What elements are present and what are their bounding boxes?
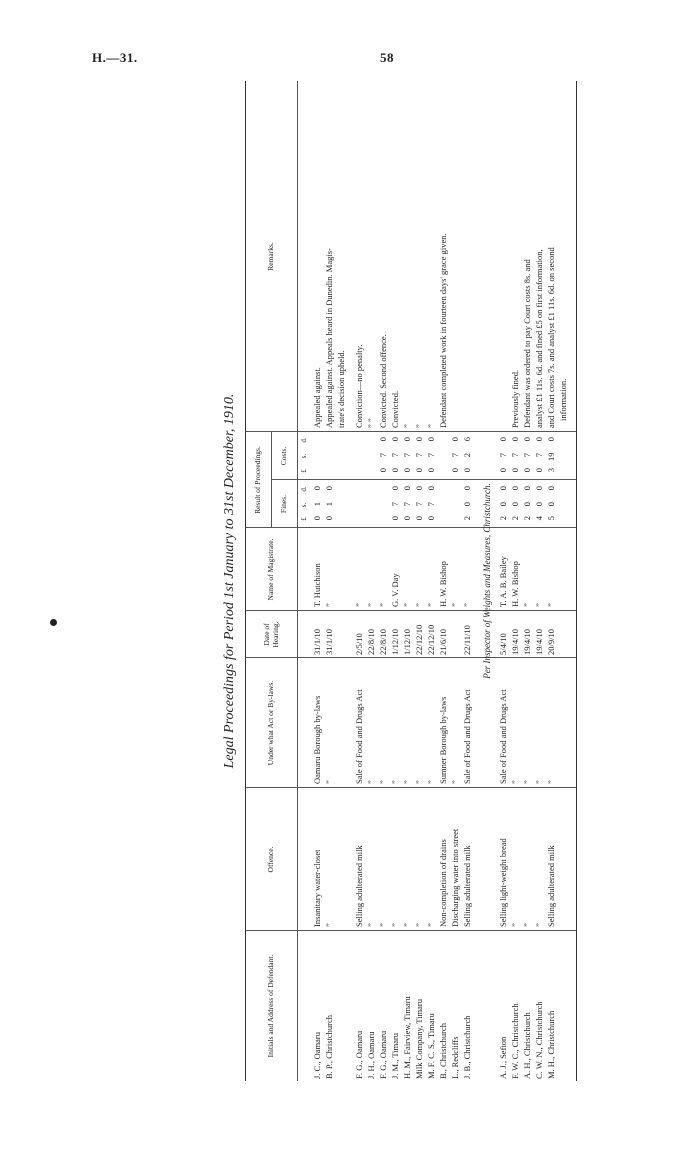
header-defendant: Initials and Address of Defendant. (246, 931, 298, 1081)
cell-cost: 19 (546, 452, 556, 461)
cell-act: Oamaru Borough by-laws (312, 695, 322, 784)
cell-fine: 0 (522, 486, 532, 491)
cell-date: 5/4/10 (498, 633, 508, 655)
cell-cost: 0 (426, 468, 436, 473)
cell-fine: 0 (510, 502, 520, 507)
header-fines: Fines. (272, 480, 298, 528)
cell-cost: 0 (522, 468, 532, 473)
section-title-weights-measures: Per Inspector of Weights and Measures, Christchurch. (482, 483, 492, 679)
cell-remarks: Convicted. (390, 390, 400, 428)
table-row (510, 81, 521, 1081)
cell-magistrate: ” (546, 603, 556, 607)
unit-label: £ (300, 517, 308, 521)
cell-offence: ” (534, 923, 544, 927)
cell-offence: Selling adulterated milk (354, 845, 364, 927)
cell-offence: ” (390, 923, 400, 927)
cell-remarks: Convicted. Second offence. (378, 334, 388, 428)
unit-label: £ (300, 469, 308, 473)
cell-fine: 0 (546, 502, 556, 507)
cell-magistrate: ” (402, 603, 412, 607)
cell-cost: 0 (390, 468, 400, 473)
cell-cost: 0 (546, 437, 556, 442)
cell-cost: 0 (450, 468, 460, 473)
cell-fine: 0 (312, 516, 322, 521)
unit-label: s. (300, 502, 308, 508)
table-frame (245, 81, 577, 1081)
cell-fine: 0 (462, 486, 472, 491)
cell-fine: 2 (498, 516, 508, 521)
cell-act: ” (510, 780, 520, 784)
cell-act: Sale of Food and Drugs Act (462, 689, 472, 784)
cell-fine: 7 (402, 502, 412, 507)
cell-cost: 7 (534, 453, 544, 458)
cell-cost: 2 (462, 453, 472, 458)
unit-label: d. (300, 486, 308, 492)
cell-defendant: C. W. N., Christchurch (534, 1001, 544, 1079)
cell-fine: 7 (426, 502, 436, 507)
table-row (534, 81, 545, 1081)
cell-date: 22/8/10 (366, 629, 376, 655)
cell-defendant: F. G., Oamaru (378, 1030, 388, 1079)
cell-fine: 5 (546, 516, 556, 521)
cell-defendant: A. H., Christchurch (522, 1012, 532, 1079)
cell-act: Sale of Food and Drugs Act (354, 689, 364, 784)
table-row (354, 81, 365, 1081)
cell-magistrate: ” (450, 603, 460, 607)
cell-fine: 0 (510, 486, 520, 491)
cell-offence: ” (366, 923, 376, 927)
cell-cost: 7 (402, 453, 412, 458)
cell-defendant: M. H., Christchurch (546, 1010, 556, 1079)
cell-cost: 0 (378, 468, 388, 473)
cell-remarks: ” (402, 424, 412, 428)
cell-date: 1/12/10 (390, 629, 400, 655)
cell-cost: 7 (498, 453, 508, 458)
cell-date: 31/1/10 (324, 629, 334, 655)
cell-offence: Discharging water into street (450, 828, 460, 927)
cell-magistrate: H. W. Bishop (438, 561, 448, 607)
ink-speck (50, 619, 57, 626)
cell-fine: 0 (324, 516, 334, 521)
page-number: 58 (380, 50, 394, 65)
cell-cost: 0 (402, 437, 412, 442)
cell-offence: Selling light-weight bread (498, 838, 508, 927)
cell-offence: ” (324, 923, 334, 927)
cell-defendant: F. G., Oamaru (354, 1030, 364, 1079)
cell-offence: Selling adulterated milk (546, 845, 556, 927)
cell-cost: 7 (378, 453, 388, 458)
cell-magistrate: ” (534, 603, 544, 607)
cell-offence: ” (510, 923, 520, 927)
cell-defendant: J. C., Oamaru (312, 1032, 322, 1079)
cell-defendant: B., Christchurch (438, 1023, 448, 1079)
table-row (462, 81, 473, 1081)
cell-offence: ” (426, 923, 436, 927)
table-row (498, 81, 509, 1081)
cell-act: ” (366, 780, 376, 784)
cell-fine: 0 (426, 516, 436, 521)
cell-remarks: Defendant completed work in fourteen days' grace given. (438, 233, 448, 428)
cell-cost: 0 (378, 437, 388, 442)
cell-cost: 7 (390, 453, 400, 458)
cell-defendant: Milk Company, Timaru (414, 999, 424, 1079)
cell-fine: 2 (522, 516, 532, 521)
cell-act: ” (534, 780, 544, 784)
cell-offence: Insanitary water-closet (312, 849, 322, 927)
page-reference: H.—31. (92, 50, 138, 65)
table-row (438, 81, 449, 1081)
cell-date: 22/12/10 (414, 624, 424, 655)
cell-offence: ” (414, 923, 424, 927)
unit-label: d. (300, 437, 308, 443)
table-row (336, 81, 347, 1081)
table-row (522, 81, 533, 1081)
cell-remarks: ” ” (366, 418, 376, 428)
cell-defendant: H. M., Fairview, Timaru (402, 996, 412, 1079)
table-row (402, 81, 413, 1081)
remarks-continuation: information. (558, 378, 568, 421)
cell-date: 22/11/10 (462, 625, 472, 655)
cell-remarks: Appealed against. (312, 367, 322, 428)
cell-magistrate: T. Hutchison (312, 563, 322, 607)
header-act: Under what Act or By-laws. (246, 658, 298, 788)
cell-offence: Non-completion of drains (438, 839, 448, 927)
cell-remarks: Defendant was ordered to pay Court costs 8s. and (522, 259, 532, 428)
cell-act: ” (414, 780, 424, 784)
cell-cost: 0 (462, 468, 472, 473)
cell-magistrate: ” (354, 603, 364, 607)
cell-cost: 0 (414, 468, 424, 473)
cell-remarks: Appealed against. Appeals heard in Dunedin. Magis- (324, 248, 334, 428)
cell-cost: 0 (414, 437, 424, 442)
cell-act: ” (402, 780, 412, 784)
cell-date: 31/1/10 (312, 629, 322, 655)
cell-fine: 1 (312, 502, 322, 507)
cell-date: 21/6/10 (438, 629, 448, 655)
cell-fine: 2 (462, 516, 472, 521)
cell-act: ” (390, 780, 400, 784)
cell-fine: 0 (498, 486, 508, 491)
cell-defendant: B. P., Christchurch (324, 1015, 334, 1079)
cell-fine: 4 (534, 516, 544, 521)
cell-act: ” (522, 780, 532, 784)
cell-fine: 0 (390, 516, 400, 521)
cell-magistrate: ” (426, 603, 436, 607)
cell-cost: 0 (510, 437, 520, 442)
header-costs: Costs. (272, 432, 298, 480)
cell-cost: 3 (546, 468, 556, 473)
cell-remarks: Previously fined. (510, 369, 520, 428)
cell-date: 19/4/10 (510, 629, 520, 655)
cell-defendant: J. H., Oamaru (366, 1031, 376, 1079)
table-caption: Legal Proceedings for Period 1st January to 31st December, 1910. (222, 393, 237, 769)
cell-act: ” (450, 780, 460, 784)
cell-cost: 7 (522, 453, 532, 458)
cell-magistrate: H. W. Bishop (510, 561, 520, 607)
cell-fine: 0 (312, 486, 322, 491)
cell-cost: 7 (426, 453, 436, 458)
cell-defendant: M. F. C. S., Timaru (426, 1013, 436, 1079)
cell-cost: 0 (498, 437, 508, 442)
cell-date: 22/8/10 (378, 629, 388, 655)
cell-defendant: F. W. C., Christchurch (510, 1003, 520, 1079)
table-row (378, 81, 389, 1081)
cell-cost: 0 (402, 468, 412, 473)
cell-defendant: A. J., Sefton (498, 1036, 508, 1079)
header-date: Date of Hearing. (246, 611, 298, 658)
cell-defendant: J. B., Christchurch (462, 1015, 472, 1079)
table-row (390, 81, 401, 1081)
cell-offence: ” (522, 923, 532, 927)
cell-offence: Selling adulterated milk (462, 845, 472, 927)
cell-fine: 0 (402, 486, 412, 491)
cell-act: Sumner Borough by-laws (438, 696, 448, 784)
legal-proceedings-table (215, 81, 575, 1081)
cell-offence: ” (378, 923, 388, 927)
cell-magistrate: ” (324, 603, 334, 607)
cell-fine: 0 (324, 486, 334, 491)
cell-act: ” (546, 780, 556, 784)
cell-remarks: and Court costs 7s. and analyst £1 11s. 6d. on second (546, 247, 556, 428)
cell-fine: 0 (498, 502, 508, 507)
cell-cost: 7 (510, 453, 520, 458)
cell-date: 1/12/10 (402, 629, 412, 655)
cell-act: ” (426, 780, 436, 784)
cell-cost: 0 (534, 437, 544, 442)
cell-fine: 0 (522, 502, 532, 507)
cell-fine: 7 (390, 502, 400, 507)
cell-fine: 0 (534, 502, 544, 507)
cell-date: 2/5/10 (354, 633, 364, 655)
cell-cost: 7 (414, 453, 424, 458)
cell-cost: 0 (498, 468, 508, 473)
table-row (414, 81, 425, 1081)
cell-magistrate: ” (462, 603, 472, 607)
cell-cost: 7 (450, 453, 460, 458)
cell-magistrate: G. V. Day (390, 573, 400, 607)
cell-date: 22/12/10 (426, 624, 436, 655)
cell-fine: 0 (426, 486, 436, 491)
table-row (450, 81, 461, 1081)
cell-fine: 0 (414, 486, 424, 491)
cell-fine: 1 (324, 502, 334, 507)
cell-date: 19/4/10 (534, 629, 544, 655)
cell-magistrate: ” (378, 603, 388, 607)
cell-cost: 6 (462, 437, 472, 442)
cell-magistrate: ” (522, 603, 532, 607)
cell-fine: 7 (414, 502, 424, 507)
cell-remarks: ” (414, 424, 424, 428)
cell-fine: 0 (414, 516, 424, 521)
cell-fine: 0 (390, 486, 400, 491)
cell-date: 19/4/10 (522, 629, 532, 655)
cell-fine: 2 (510, 516, 520, 521)
cell-act: ” (378, 780, 388, 784)
table-row (366, 81, 377, 1081)
cell-cost: 0 (510, 468, 520, 473)
cell-magistrate: ” (414, 603, 424, 607)
cell-magistrate: T. A. B. Bailey (498, 556, 508, 607)
header-result: Result of Proceedings. (246, 432, 272, 528)
cell-fine: 0 (534, 486, 544, 491)
cell-date: 20/9/10 (546, 629, 556, 655)
cell-fine: 0 (462, 502, 472, 507)
cell-fine: 0 (402, 516, 412, 521)
cell-fine: 0 (546, 486, 556, 491)
cell-act: ” (324, 780, 334, 784)
cell-cost: 0 (450, 437, 460, 442)
cell-defendant: J. M., Timaru (390, 1032, 400, 1079)
header-remarks: Remarks. (246, 81, 298, 432)
header-magistrate: Name of Magistrate. (246, 528, 298, 611)
cell-defendant: L., Redcliffs (450, 1036, 460, 1079)
cell-remarks: trate's decision upheld. (336, 350, 346, 428)
cell-cost: 0 (522, 437, 532, 442)
cell-remarks: analyst £1 11s. 6d. and fined £5 on first information, (534, 249, 544, 428)
cell-cost: 0 (426, 437, 436, 442)
cell-remarks: ” (426, 424, 436, 428)
cell-offence: ” (402, 923, 412, 927)
cell-act: Sale of Food and Drugs Act (498, 689, 508, 784)
header-offence: Offence. (246, 788, 298, 931)
cell-remarks: Conviction—no penalty. (354, 344, 364, 428)
cell-magistrate: ” (366, 603, 376, 607)
table-row (324, 81, 335, 1081)
cell-cost: 0 (534, 468, 544, 473)
table-row (546, 81, 557, 1081)
unit-label: s. (300, 453, 308, 459)
table-row (312, 81, 323, 1081)
table-row (426, 81, 437, 1081)
cell-cost: 0 (390, 437, 400, 442)
